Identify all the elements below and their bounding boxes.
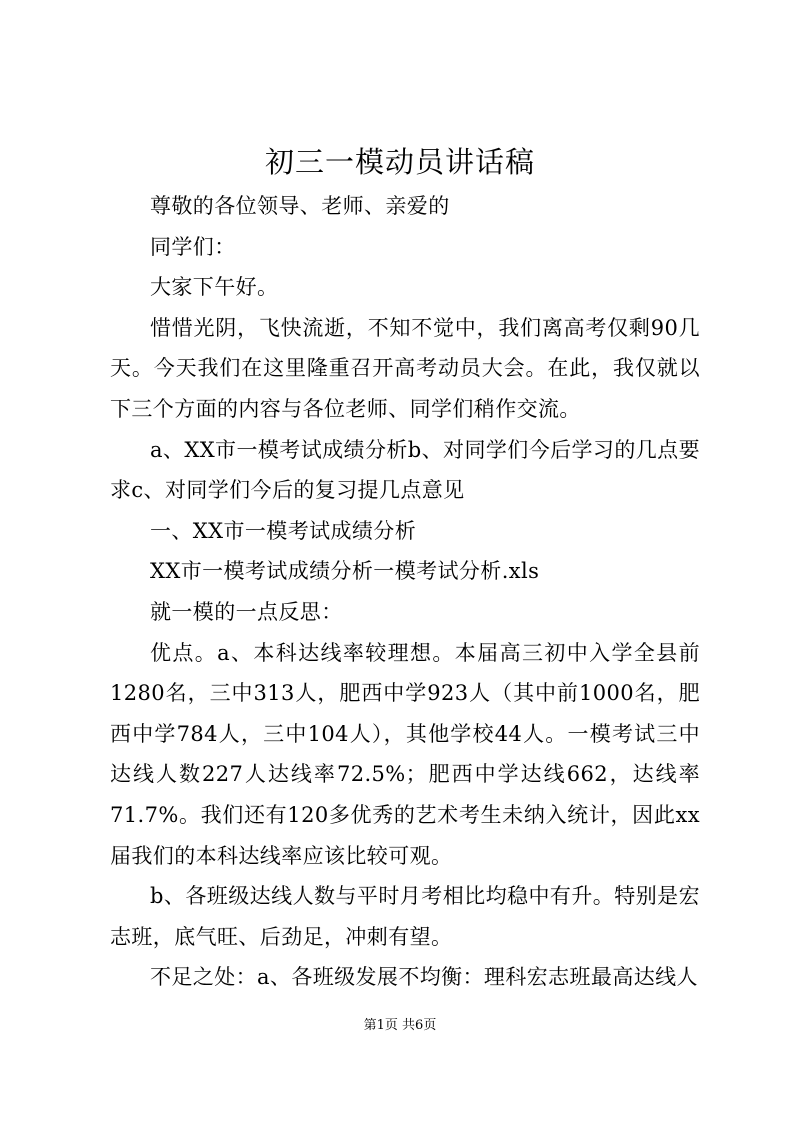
paragraph-weaknesses: 不足之处：a、各班级发展不均衡：理科宏志班最高达线人 [150,965,698,990]
paragraph-attachment: XX市一模考试成绩分析一模考试分析.xls [150,559,540,584]
paragraph-greeting-1: 尊敬的各位领导、老师、亲爱的 [150,194,450,218]
page-footer: 第1页 共6页 [363,1018,437,1033]
document-title: 初三一模动员讲话稿 [264,145,535,179]
paragraph-class-progress: b、各班级达线人数与平时月考相比均稳中有升。特别是宏志班，底气旺、后劲足，冲刺有望。 [110,884,700,949]
paragraph-greeting-2: 同学们： [150,234,236,259]
paragraph-greeting-3: 大家下午好。 [150,275,279,300]
document-body [110,186,700,998]
section-heading-1: 一、XX市一模考试成绩分析 [150,518,417,543]
paragraph-intro: 惜惜光阴，飞快流逝，不知不觉中，我们离高考仅剩90几天。今天我们在这里隆重召开高考动员大会。在此，我仅就以下三个方面的内容与各位老师、同学们稍作交流。 [110,315,700,421]
paragraph-reflection: 就一模的一点反思： [150,599,343,624]
paragraph-outline: a、XX市一模考试成绩分析b、对同学们今后学习的几点要求c、对同学们今后的复习提几点意见 [110,437,700,503]
paragraph-strengths: 优点。a、本科达线率较理想。本届高三初中入学全县前1280名，三中313人，肥西中学923人（其中前1000名，肥西中学784人，三中104人），其他学校44人。一模考试三中达线人数227人达线率72.5%；肥西中学达线662，达线率71.7%。我们还有120多优秀的艺术考生未纳入统计，因此xx届我们的本科达线率应该比较可观。 [110,640,700,868]
